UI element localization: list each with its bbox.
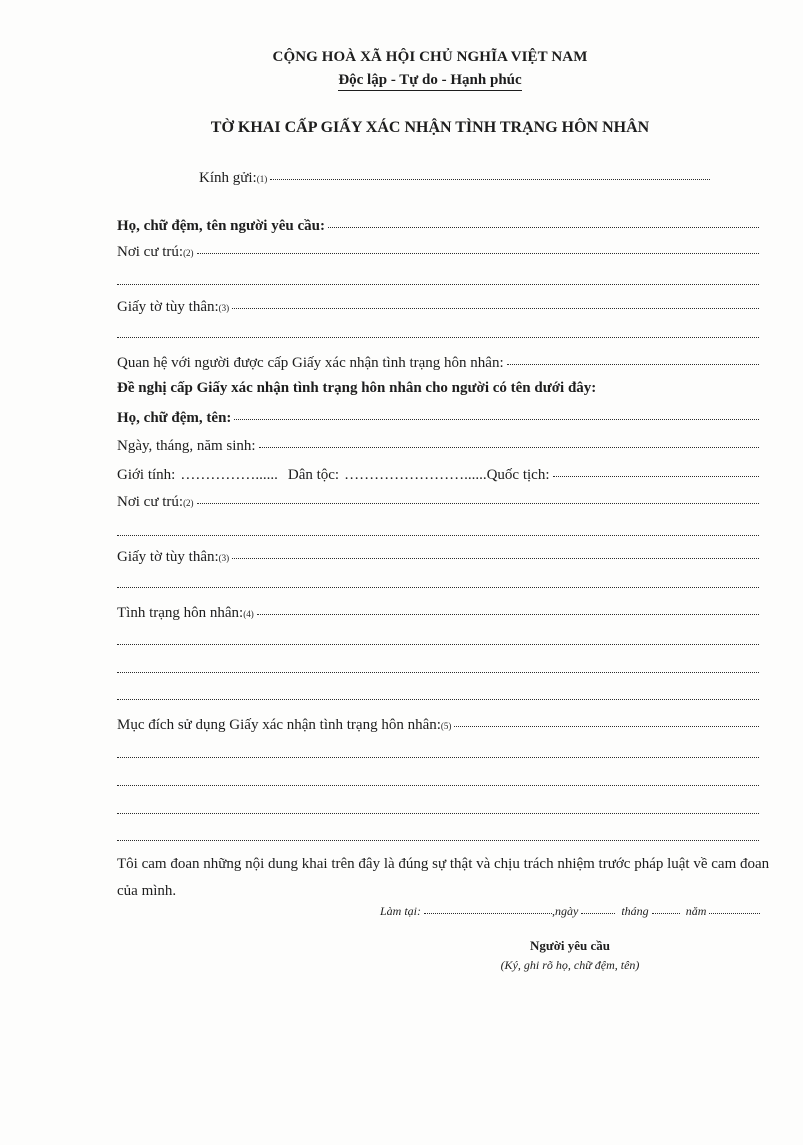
subject-marital-line-4[interactable] (117, 685, 759, 700)
subject-dob-field[interactable] (259, 433, 759, 448)
year-label: năm (685, 904, 707, 918)
subject-marital-row: Tình trạng hôn nhân: (4) (117, 602, 759, 622)
place-field[interactable] (424, 903, 552, 914)
subject-name-field[interactable] (234, 405, 759, 420)
signer-note: (Ký, ghi rõ họ, chữ đệm, tên) (500, 958, 640, 972)
purpose-line-5[interactable] (117, 826, 759, 841)
relationship-row (117, 352, 759, 372)
recipient-label: Kính gửi: (199, 170, 257, 186)
requester-id-field[interactable] (232, 294, 759, 309)
subject-residence-label: Nơi cư trú: (117, 494, 184, 510)
subject-dob-row (117, 435, 759, 455)
subject-nationality-field[interactable] (553, 462, 760, 477)
request-heading-row (117, 380, 759, 400)
form-title: TỜ KHAI CẤP GIẤY XÁC NHẬN TÌNH TRẠNG HÔN NHÂN (210, 119, 650, 136)
relationship-field[interactable] (507, 350, 759, 365)
subject-marital-line-2[interactable] (117, 630, 759, 645)
subject-residence-row: Nơi cư trú: (2) (117, 491, 759, 511)
subject-name-row (117, 407, 759, 427)
subject-gender-field[interactable]: ……………...... (180, 467, 278, 483)
purpose-label: Mục đích sử dụng Giấy xác nhận tình trạng hôn nhân: (117, 717, 441, 733)
purpose-field[interactable] (454, 712, 759, 727)
subject-gender-label: Giới tính: (117, 467, 176, 483)
purpose-line-2[interactable] (117, 743, 759, 758)
subject-gender-row (117, 464, 759, 484)
signer-title: Người yêu cầu (530, 938, 610, 953)
requester-residence-row: Nơi cư trú: (2) (117, 241, 759, 261)
requester-residence-field[interactable] (197, 239, 759, 254)
subject-marital-label: Tình trạng hôn nhân: (117, 605, 244, 621)
relationship-label: Quan hệ với người được cấp Giấy xác nhận tình trạng hôn nhân: (117, 355, 504, 371)
subject-ethnicity-field[interactable]: ……………………...... (344, 467, 487, 483)
subject-residence-field[interactable] (197, 489, 759, 504)
purpose-line-4[interactable] (117, 799, 759, 814)
day-field[interactable] (581, 903, 615, 914)
subject-ethnicity-label: Dân tộc: (287, 467, 340, 483)
requester-name-row (117, 215, 759, 235)
subject-marital-line-3[interactable] (117, 658, 759, 673)
national-header: CỘNG HOÀ XÃ HỘI CHỦ NGHĨA VIỆT NAM (272, 49, 588, 65)
subject-id-label: Giấy tờ tùy thân: (117, 549, 219, 565)
requester-name-field[interactable] (328, 213, 759, 228)
requester-residence-line-2[interactable] (117, 270, 759, 285)
year-field[interactable] (709, 903, 760, 914)
requester-residence-label: Nơi cư trú: (117, 244, 184, 260)
subject-residence-line-2[interactable] (117, 521, 759, 536)
subject-marital-field[interactable] (257, 600, 759, 615)
requester-id-row: Giấy tờ tùy thân: (3) (117, 296, 759, 316)
place-label: Làm tại: (380, 904, 422, 918)
request-heading: Đề nghị cấp Giấy xác nhận tình trạng hôn nhân cho người có tên dưới đây: (117, 380, 597, 396)
requester-name-label: Họ, chữ đệm, tên người yêu cầu: (117, 218, 325, 234)
recipient-field[interactable] (270, 165, 710, 180)
recipient-row: Kính gửi: (1) (199, 167, 710, 187)
subject-id-row: Giấy tờ tùy thân: (3) (117, 546, 759, 566)
subject-name-label: Họ, chữ đệm, tên: (117, 410, 232, 426)
place-date-row (380, 904, 760, 919)
subject-id-line-2[interactable] (117, 573, 759, 588)
subject-nationality-label: Quốc tịch: (486, 467, 550, 483)
motto-wrapper (0, 71, 803, 91)
day-label: ,ngày (552, 904, 579, 918)
requester-id-label: Giấy tờ tùy thân: (117, 299, 219, 315)
purpose-row: Mục đích sử dụng Giấy xác nhận tình trạng hôn nhân: (5) (117, 714, 759, 734)
purpose-line-3[interactable] (117, 771, 759, 786)
requester-id-line-2[interactable] (117, 323, 759, 338)
national-motto: Độc lập - Tự do - Hạnh phúc (338, 72, 521, 91)
subject-id-field[interactable] (232, 544, 759, 559)
month-label: tháng (621, 904, 649, 918)
month-field[interactable] (652, 903, 680, 914)
subject-dob-label: Ngày, tháng, năm sinh: (117, 438, 256, 454)
declaration-text: Tôi cam đoan những nội dung khai trên đây là đúng sự thật và chịu trách nhiệm trước pháp luật về cam đoan của mình. (117, 856, 770, 899)
